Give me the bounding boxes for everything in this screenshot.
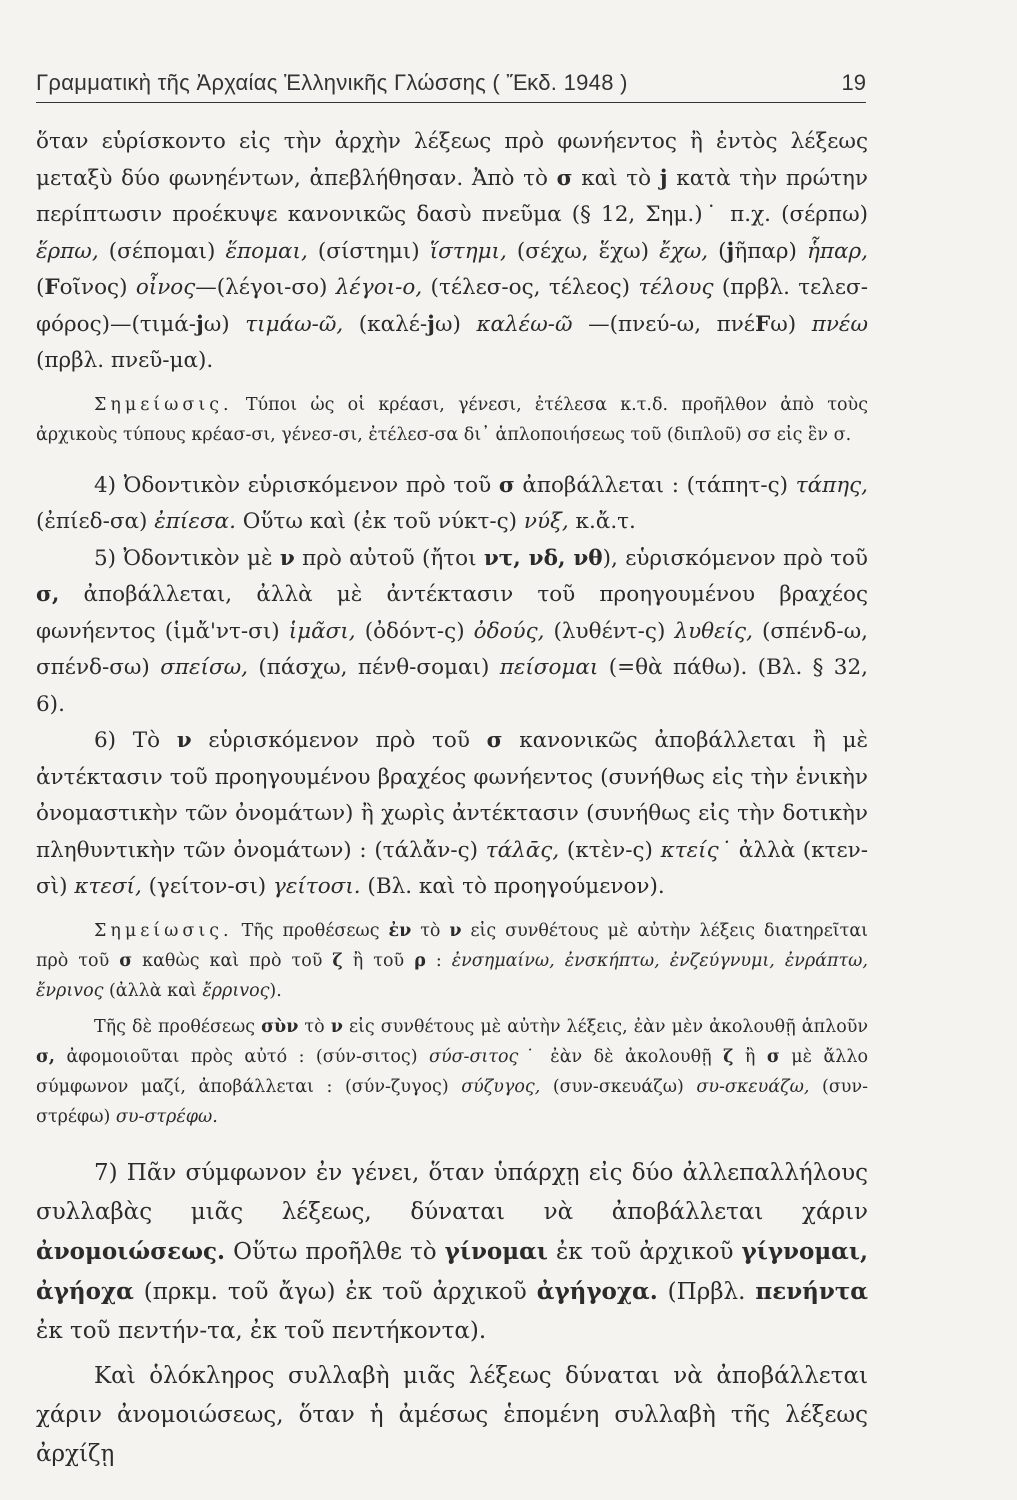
- text-run: ἀφομοιοῦται πρὸς αὐτό : (σύν-σιτος): [55, 1046, 430, 1067]
- text-run: 6) Τὸ: [94, 728, 177, 753]
- text-run: (Πρβλ.: [657, 1278, 756, 1305]
- bold-term: ντ, νδ, νθ: [483, 545, 603, 571]
- italic-term: πνέω: [811, 311, 868, 337]
- bold-term: ν: [330, 1016, 343, 1037]
- text-run: Καὶ ὁλόκληρος συλλαβὴ μιᾶς λέξεως δύναται νὰ ἀποβάλλεται χάριν ἀνομοιώσεως, ὅταν ἡ ἀμέσως ἑπομένη συλλαβὴ τῆς λέξεως ἀρχίζῃ: [36, 1362, 868, 1467]
- text-run: οῖνος): [59, 275, 136, 300]
- italic-term: ἱμᾶσι,: [288, 618, 356, 644]
- italic-term: ἕρπω,: [36, 238, 99, 264]
- paragraph-continuation: [36, 124, 868, 380]
- text-run: ω): [203, 311, 246, 337]
- text-run: ἀλλὰ (κτεν-σὶ): [36, 837, 868, 899]
- italic-term: κτεσί,: [74, 874, 142, 899]
- text-run: Τῆς δὲ προθέσεως: [94, 1016, 262, 1037]
- italic-term: ἕπομαι,: [225, 238, 308, 264]
- text-run: (πάσχω, πένθ-σομαι): [248, 655, 500, 680]
- bold-term: γίνομαι: [444, 1237, 548, 1265]
- bold-term: ρ: [414, 950, 426, 971]
- text-run: ), εὑρισκόμενον πρὸ τοῦ: [602, 545, 868, 571]
- text-run: ω): [434, 311, 477, 337]
- italic-term: ἐπίεσα.: [154, 509, 236, 534]
- text-run: —(λέγοι-σο): [195, 275, 336, 300]
- text-run: κανονικῶς ἀποβάλλεται ἢ μὲ ἀντέκτασιν τοῦ προηγουμένου βραχέος φωνήεντος (συνήθως εἰς τὴν ἑνικὴν ὀνομαστικὴν τῶν ὀνομάτων) ἢ χωρὶς ἀντέκτασιν (συνήθως εἰς τὴν δοτικὴν πληθυντικὴν τῶν ὀνομάτων) : (τάλἄν-ς): [36, 728, 868, 863]
- text-run: ).: [269, 980, 282, 1001]
- text-run: :: [425, 950, 452, 971]
- bold-term: j: [195, 311, 204, 337]
- text-run: (σέπομαι): [98, 238, 226, 264]
- italic-term: ἧπαρ,: [806, 238, 868, 264]
- text-run: πρὸ αὐτοῦ (ἤτοι: [294, 545, 484, 571]
- text-run: τὸ: [411, 920, 450, 941]
- text-run: τὸ: [298, 1016, 331, 1037]
- italic-term: ἔχω,: [659, 238, 709, 264]
- note-paragraph: [36, 390, 868, 450]
- text-run: (ἐπίεδ-σα): [36, 509, 155, 534]
- text-run: ῆπαρ): [734, 238, 807, 264]
- text-run: ἐκ τοῦ ἀρχικοῦ: [547, 1238, 742, 1265]
- bold-term: γίγνομαι, ἀγήοχα: [36, 1237, 868, 1305]
- text-run: (λυθέντ-ς): [544, 618, 675, 644]
- text-run: Τύποι ὡς οἱ κρέασι, γένεσι, ἐτέλεσα κ.τ.δ. προῆλθον ἀπὸ τοὺς ἀρχικοὺς τύπους κρέασ-σι, γένεσ-σι, ἐτέλεσ-σα δι᾿ ἁπλοποιήσεως τοῦ (διπλοῦ) σσ εἰς ἓν σ.: [36, 394, 868, 445]
- note-label: Σημείωσις.: [94, 394, 233, 415]
- italic-term: τιμάω-ῶ,: [245, 311, 344, 337]
- bold-term: ν: [279, 545, 295, 571]
- text-run: (σίστημι): [307, 238, 430, 264]
- bold-term: j: [427, 311, 435, 337]
- text-run: —(πνεύ-ω, πνέ: [572, 311, 755, 337]
- text-run: (σέχω, ἕχω): [506, 238, 660, 264]
- italic-term: συ-σκευάζω,: [696, 1076, 810, 1097]
- header-title: Γραμματικὴ τῆς Ἀρχαίας Ἑλληνικῆς Γλώσσης ( Ἔκδ. 1948 ): [36, 70, 628, 95]
- bold-term: j: [659, 165, 668, 191]
- bold-term: σὺν: [261, 1016, 299, 1037]
- bold-term: F: [754, 311, 771, 337]
- bold-term: F: [44, 275, 60, 300]
- text-run: ἀποβάλλεται, ἀλλὰ μὲ ἀντέκτασιν τοῦ προηγουμένου βραχέος φωνήεντος (ἱμἄ'ντ-σι): [36, 582, 868, 644]
- italic-term: γείτοσι.: [272, 874, 361, 899]
- text-run: ὅταν εὑρίσκοντο εἰς τὴν ἀρχὴν λέξεως πρὸ φωνήεντος ἢ ἐντὸς λέξεως μεταξὺ δύο φωνηέντων, ἀπεβλήθησαν. Ἀπὸ τὸ: [36, 129, 868, 191]
- bold-term: σ: [498, 472, 515, 498]
- italic-term: ἐνσημαίνω, ἐνσκήπτω, ἐνζεύγνυμι, ἐνράπτω, ἔνριvος: [36, 950, 868, 1001]
- text-run: (Βλ. καὶ τὸ προηγούμενον).: [360, 874, 665, 899]
- text-run: καὶ τὸ: [572, 165, 660, 191]
- note-paragraph: [36, 916, 868, 1006]
- text-run: 5) Ὀδοντικὸν μὲ: [94, 545, 280, 571]
- italic-term: λέγοι-ο,: [335, 275, 423, 300]
- rule-5-paragraph: [36, 541, 868, 724]
- italic-term: σπείσω,: [160, 655, 249, 680]
- italic-term: τάλᾱς,: [485, 837, 560, 863]
- text-run: κατὰ τὴν πρώτην περίπτωσιν προέκυψε κανονικῶς δασὺ πνεῦμα (§ 12, Σημ.)˙ π.χ. (σέρπω): [36, 165, 868, 227]
- italic-term: ἔρριvος: [202, 980, 270, 1001]
- text-run: (ἀλλὰ καὶ: [103, 980, 203, 1001]
- text-run: ἢ: [733, 1046, 767, 1067]
- text-run: (πρβλ. τελεσ-φόρος)—(τιμά-: [36, 275, 868, 337]
- text-run: ἐὰν δὲ ἀκολουθῇ: [538, 1046, 724, 1067]
- text-run: Οὕτω καὶ (ἐκ τοῦ νύκτ-ς): [235, 509, 524, 534]
- italic-term: τάπης,: [795, 472, 868, 498]
- text-run: ἢ τοῦ: [342, 950, 415, 971]
- text-run: Οὕτω προῆλθε τὸ: [225, 1238, 445, 1265]
- italic-term: σύσ-σιτος˙: [429, 1046, 539, 1067]
- italic-term: πείσομαι: [499, 655, 599, 680]
- italic-term: λυθείς,: [674, 618, 753, 644]
- text-run: ω): [770, 311, 812, 337]
- bold-term: ν: [176, 728, 192, 753]
- bold-term: σ: [556, 165, 573, 191]
- text-run: (καλέ-: [343, 311, 428, 337]
- bold-term: σ: [766, 1046, 780, 1067]
- bold-term: ν: [449, 920, 462, 941]
- text-run: (ὀδόντ-ς): [355, 618, 474, 644]
- bold-term: σ: [119, 950, 133, 971]
- text-run: (γείτον-σι): [141, 874, 273, 899]
- bold-term: πενήντα: [755, 1277, 869, 1305]
- text-run: εἰς συνθέτους μὲ αὐτὴν λέξεις, ἐὰν μὲν ἀκολουθῇ ἁπλοῦν: [342, 1016, 869, 1037]
- page-number: 19: [841, 70, 866, 95]
- running-header: [36, 68, 866, 103]
- text-run: (κτὲν-ς): [559, 837, 661, 863]
- italic-term: ὀδούς,: [473, 618, 545, 644]
- bold-term: ἀνομοιώσεως.: [36, 1237, 226, 1265]
- text-run: μὲ ἄλλο σύμφωνον μαζί, ἀποβάλλεται : (σύν-ζυγος): [36, 1046, 868, 1097]
- italic-term: ἵστημι,: [429, 238, 507, 264]
- text-run: (σπένδ-ω, σπένδ-σω): [36, 618, 868, 680]
- text-run: (=θὰ πάθω). (Βλ. § 32, 6).: [36, 655, 868, 717]
- text-run: καθὼς καὶ πρὸ τοῦ: [132, 950, 333, 971]
- text-run: (: [36, 275, 45, 300]
- text-run: εἰς συνθέτους μὲ αὐτὴν λέξεις διατηρεῖται πρὸ τοῦ: [36, 920, 868, 971]
- note-paragraph: [36, 1012, 868, 1132]
- bold-term: j: [726, 238, 735, 264]
- page-body: [36, 124, 868, 1474]
- rule-4-paragraph: [36, 468, 868, 541]
- bold-term: ἀγήγοχα.: [536, 1277, 658, 1305]
- text-run: εὑρισκόμενον πρὸ τοῦ: [191, 728, 487, 753]
- text-run: (συν-στρέφω): [36, 1076, 868, 1127]
- italic-term: σύζυγος,: [461, 1076, 541, 1097]
- italic-term: τέλους: [638, 275, 714, 300]
- text-run: ἐκ τοῦ πεντήν-τα, ἐκ τοῦ πεντήκοντα).: [36, 1317, 487, 1344]
- text-run: (συν-σκευάζω): [540, 1076, 697, 1097]
- note-label: Σημείωσις.: [94, 920, 233, 941]
- italic-term: συ-στρέφω.: [115, 1106, 218, 1127]
- rule-7-paragraph: [36, 1154, 868, 1351]
- text-run: (πρβλ. πνεῦ-μα).: [36, 348, 214, 373]
- bold-term: ζ: [723, 1046, 734, 1067]
- text-run: κ.ἄ.τ.: [568, 509, 636, 534]
- bold-term: σ,: [36, 582, 60, 607]
- rule-7-continuation: [36, 1357, 868, 1474]
- rule-6-paragraph: [36, 723, 868, 906]
- bold-term: σ: [486, 728, 503, 753]
- text-run: (πρκμ. τοῦ ἄγω) ἐκ τοῦ ἀρχικοῦ: [133, 1278, 537, 1305]
- text-run: 4) Ὀδοντικὸν εὑρισκόμενον πρὸ τοῦ: [94, 472, 499, 498]
- bold-term: ἐν: [388, 920, 412, 941]
- italic-term: κτείς˙: [660, 837, 732, 863]
- text-run: ἀποβάλλεται : (τάπητ-ς): [514, 472, 796, 498]
- text-run: Τῆς προθέσεως: [232, 920, 389, 941]
- text-run: 7) Πᾶν σύμφωνον ἐν γένει, ὅταν ὑπάρχῃ εἰς δύο ἀλλεπαλλήλους συλλαβὰς μιᾶς λέξεως, δύναται νὰ ἀποβάλλεται χάριν: [36, 1159, 868, 1225]
- italic-term: καλέω-ῶ: [476, 311, 573, 337]
- text-run: (: [708, 238, 727, 264]
- text-run: (τέλεσ-ος, τέλεος): [422, 275, 639, 300]
- italic-term: οἶνος: [135, 275, 196, 300]
- bold-term: σ,: [36, 1046, 55, 1067]
- italic-term: νύξ,: [523, 509, 569, 534]
- bold-term: ζ: [332, 950, 343, 971]
